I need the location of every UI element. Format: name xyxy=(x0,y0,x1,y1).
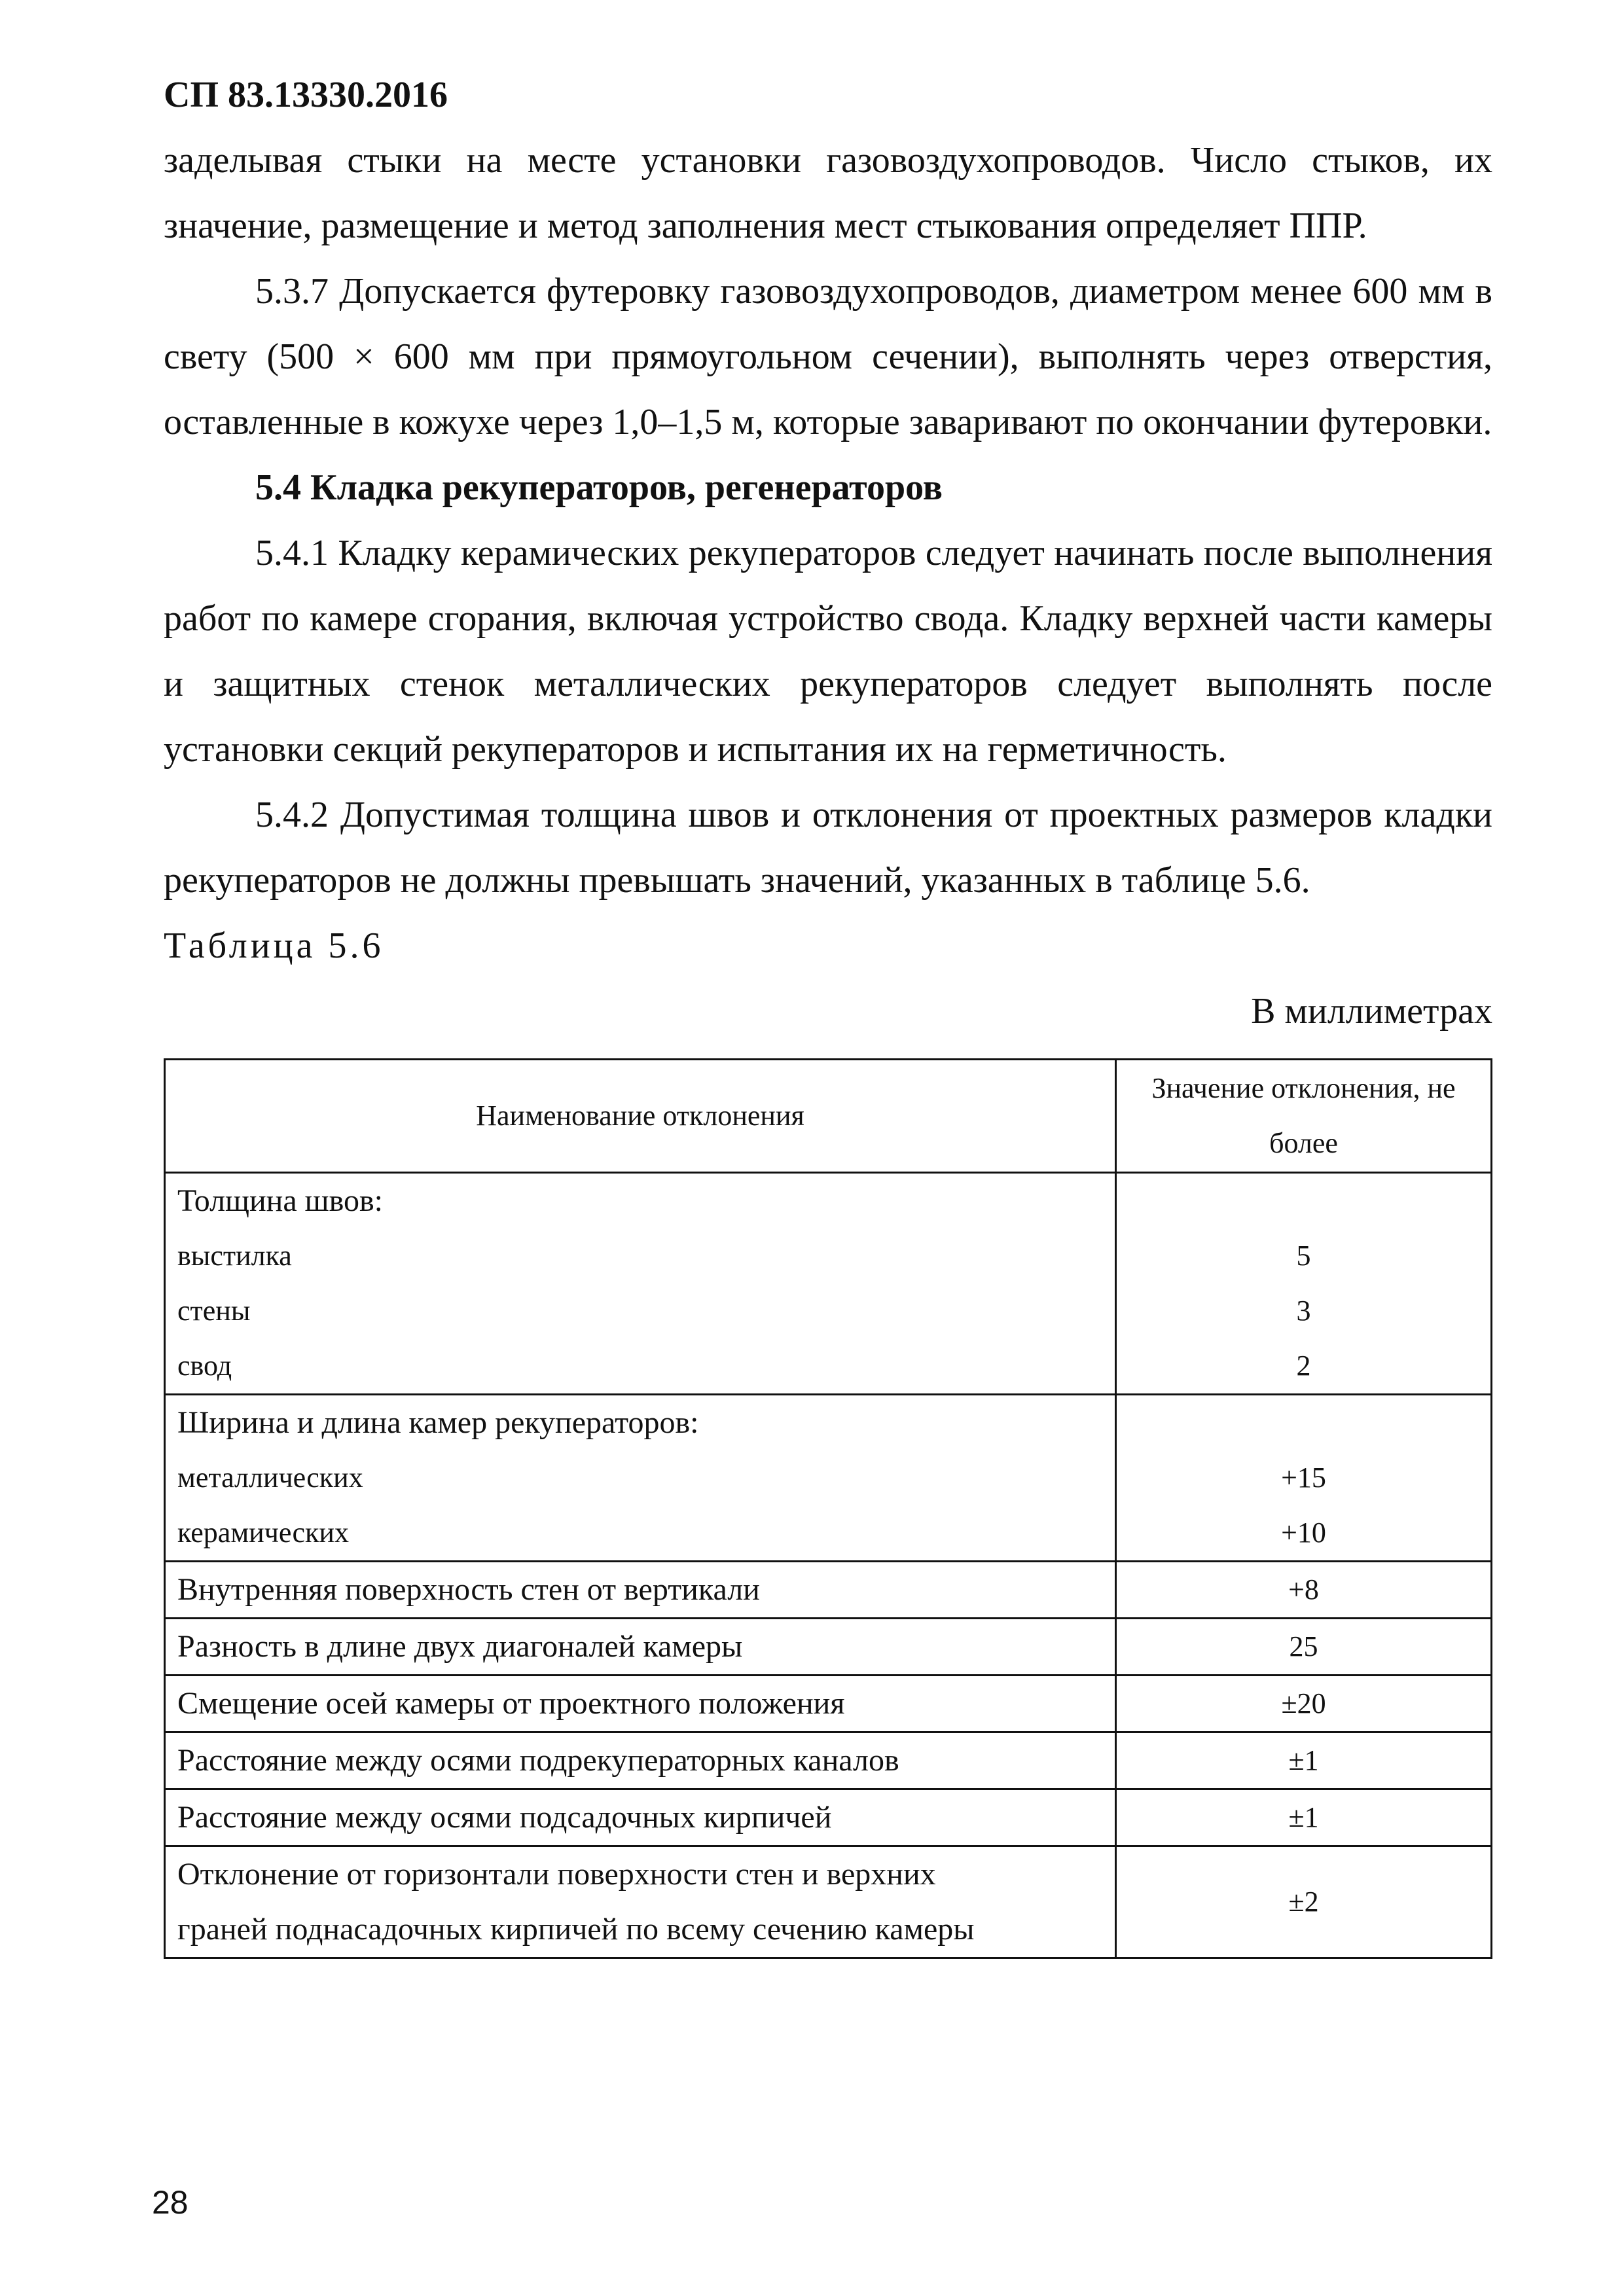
table-caption: Таблица 5.6 xyxy=(164,925,384,966)
group-item-value: 3 xyxy=(1296,1295,1311,1327)
group-item-value: +10 xyxy=(1281,1516,1326,1549)
table-row xyxy=(165,1676,1492,1732)
paragraph-5-3-7: 5.3.7 Допускается футеровку газовоздухопроводов, диаметром менее 600 мм в свету (500 × 600 мм при прямоугольном сечении), выполнять через отверстия, оставленные в кожухе через 1,0–1,5 м, которые заваривают по окончании футеровки. xyxy=(164,271,1492,442)
row-label: Расстояние между осями подрекуператорных каналов xyxy=(177,1743,899,1778)
table-row xyxy=(165,1562,1492,1619)
table-header-row xyxy=(165,1060,1492,1173)
row-value-cell xyxy=(1116,1395,1492,1562)
header-name-cell xyxy=(165,1060,1116,1173)
paragraph-5-4-2: 5.4.2 Допустимая толщина швов и отклонения от проектных размеров кладки рекуператоров не должны превышать значений, указанных в таблице 5.6. xyxy=(164,795,1492,901)
row-value-cell xyxy=(1116,1173,1492,1395)
row-value-cell xyxy=(1116,1732,1492,1789)
group-item-value: 5 xyxy=(1296,1240,1311,1272)
group-item-label: керамических xyxy=(177,1516,349,1549)
table-row-joint-thickness xyxy=(165,1173,1492,1395)
row-value: +8 xyxy=(1288,1573,1319,1605)
row-value: 25 xyxy=(1289,1630,1318,1662)
row-value: ±1 xyxy=(1288,1801,1319,1833)
row-name-cell xyxy=(165,1789,1116,1846)
group-item-value: +15 xyxy=(1281,1462,1326,1494)
row-name-cell xyxy=(165,1676,1116,1732)
row-label: Разность в длине двух диагоналей камеры xyxy=(177,1629,743,1664)
paragraph-continuation: заделывая стыки на месте установки газовоздухопроводов. Число стыков, их значение, размещение и метод заполнения мест стыкования определяет ППР. xyxy=(164,140,1492,246)
page-content xyxy=(164,62,1492,1959)
row-value-cell xyxy=(1116,1789,1492,1846)
deviation-table xyxy=(164,1058,1492,1959)
paragraph-5-4-1: 5.4.1 Кладку керамических рекуператоров следует начинать после выполнения работ по камере сгорания, включая устройство свода. Кладку верхней части камеры и защитных стенок металлических рекуператоров следует выполнять после установки секций рекуператоров и испытания их на герметичность. xyxy=(164,533,1492,770)
header-value-line1: Значение отклонения, не xyxy=(1151,1072,1456,1104)
row-name-cell xyxy=(165,1619,1116,1676)
table-row xyxy=(165,1619,1492,1676)
row-value: ±2 xyxy=(1288,1886,1319,1918)
row-name-cell xyxy=(165,1846,1116,1958)
section-heading-5-4: 5.4 Кладка рекуператоров, регенераторов xyxy=(255,467,943,508)
table-row-horizontal-deviation xyxy=(165,1846,1492,1958)
table-row-chamber-dimensions xyxy=(165,1395,1492,1562)
group-item-label: свод xyxy=(177,1350,232,1382)
row-value: ±1 xyxy=(1288,1744,1319,1776)
header-name-text: Наименование отклонения xyxy=(476,1100,804,1132)
row-value: ±20 xyxy=(1281,1687,1326,1719)
row-value-cell xyxy=(1116,1619,1492,1676)
header-value-cell xyxy=(1116,1060,1492,1173)
table-row xyxy=(165,1789,1492,1846)
row-value-cell xyxy=(1116,1676,1492,1732)
row-label-line1: Отклонение от горизонтали поверхности стен и верхних xyxy=(177,1857,936,1892)
spacer xyxy=(1123,1174,1484,1229)
row-name-cell xyxy=(165,1732,1116,1789)
row-label: Расстояние между осями подсадочных кирпичей xyxy=(177,1800,832,1835)
page-number: 28 xyxy=(152,2184,189,2221)
group-title: Толщина швов: xyxy=(177,1183,383,1218)
row-name-cell xyxy=(165,1173,1116,1395)
row-label: Смещение осей камеры от проектного положения xyxy=(177,1686,845,1721)
document-code: СП 83.13330.2016 xyxy=(164,75,448,115)
group-item-label: выстилка xyxy=(177,1240,292,1272)
row-value-cell xyxy=(1116,1846,1492,1958)
row-label: Внутренняя поверхность стен от вертикали xyxy=(177,1572,760,1607)
group-item-label: стены xyxy=(177,1295,251,1327)
group-item-label: металлических xyxy=(177,1462,363,1494)
row-name-cell xyxy=(165,1395,1116,1562)
header-value-line2: более xyxy=(1269,1127,1338,1159)
group-item-value: 2 xyxy=(1296,1350,1311,1382)
table-units: В миллиметрах xyxy=(1251,991,1492,1031)
row-value-cell xyxy=(1116,1562,1492,1619)
row-label-line2: граней поднасадочных кирпичей по всему сечению камеры xyxy=(177,1912,975,1946)
table-row xyxy=(165,1732,1492,1789)
spacer xyxy=(1123,1395,1484,1450)
group-title: Ширина и длина камер рекуператоров: xyxy=(177,1405,699,1440)
row-name-cell xyxy=(165,1562,1116,1619)
